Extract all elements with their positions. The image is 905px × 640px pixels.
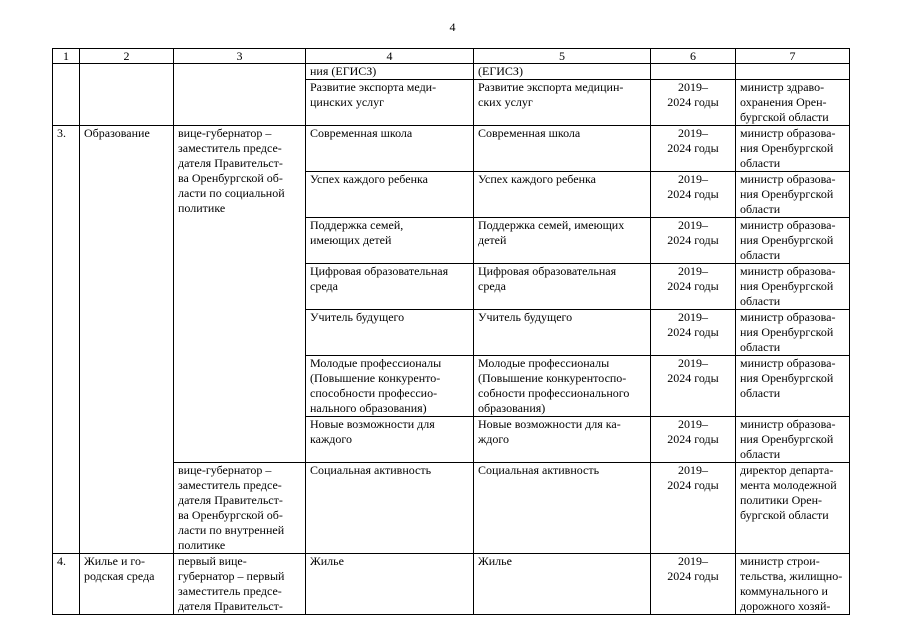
cell-curator: вице-губернатор – заместитель предсе- дателя Правительст- ва Оренбургской об- ласти по внутренней политике: [174, 463, 306, 554]
cell-years: 2019– 2024 годы: [651, 172, 736, 218]
cell-responsible: министр образова- ния Оренбургской области: [736, 172, 850, 218]
cell-project-official: Успех каждого ребенка: [474, 172, 651, 218]
cell-project: Поддержка семей, имеющих детей: [306, 218, 474, 264]
cell-name: Образование: [80, 126, 174, 554]
cell-project-official: Развитие экспорта медицин- ских услуг: [474, 80, 651, 126]
cell-years: 2019– 2024 годы: [651, 80, 736, 126]
cell-project: Развитие экспорта меди- цинских услуг: [306, 80, 474, 126]
cell-project: Социальная активность: [306, 463, 474, 554]
cell-years: 2019– 2024 годы: [651, 554, 736, 615]
header-row: [53, 49, 850, 64]
cell-name: Жилье и го- родская среда: [80, 554, 174, 615]
cell-years: [651, 64, 736, 80]
cell-years: 2019– 2024 годы: [651, 417, 736, 463]
page-number: 4: [449, 20, 456, 34]
cell-curator: вице-губернатор – заместитель предсе- дателя Правительст- ва Оренбургской об- ласти по социальной политике: [174, 126, 306, 463]
cell-responsible: министр образова- ния Оренбургской области: [736, 417, 850, 463]
table-row: [53, 64, 850, 80]
header-cell: 2: [80, 49, 174, 64]
cell-responsible: министр образова- ния Оренбургской области: [736, 310, 850, 356]
cell-project: Успех каждого ребенка: [306, 172, 474, 218]
cell-project-official: Современная школа: [474, 126, 651, 172]
cell-project: Цифровая образовательная среда: [306, 264, 474, 310]
header-cell: 1: [53, 49, 80, 64]
cell-name: [80, 64, 174, 126]
cell-project-official: Новые возможности для ка- ждого: [474, 417, 651, 463]
cell-curator: [174, 64, 306, 126]
cell-responsible: директор департа- мента молодежной политики Орен- бургской области: [736, 463, 850, 554]
cell-project-official: Поддержка семей, имеющих детей: [474, 218, 651, 264]
cell-responsible: министр образова- ния Оренбургской области: [736, 264, 850, 310]
cell-num: [53, 64, 80, 126]
cell-responsible: министр образова- ния Оренбургской области: [736, 218, 850, 264]
cell-project: Учитель будущего: [306, 310, 474, 356]
cell-project-official: Учитель будущего: [474, 310, 651, 356]
cell-responsible: [736, 64, 850, 80]
header-cell: 4: [306, 49, 474, 64]
header-cell: 3: [174, 49, 306, 64]
cell-project: Молодые профессионалы (Повышение конкуренто- способности профессио- нального образования): [306, 356, 474, 417]
header-cell: 5: [474, 49, 651, 64]
cell-project-official: Социальная активность: [474, 463, 651, 554]
cell-project-official: Жилье: [474, 554, 651, 615]
cell-project: Новые возможности для каждого: [306, 417, 474, 463]
cell-project: Жилье: [306, 554, 474, 615]
cell-curator: первый вице- губернатор – первый заместитель предсе- дателя Правительст-: [174, 554, 306, 615]
cell-responsible: министр образова- ния Оренбургской области: [736, 356, 850, 417]
cell-project-official: (ЕГИСЗ): [474, 64, 651, 80]
cell-num: 4.: [53, 554, 80, 615]
national-projects-table: [52, 48, 850, 615]
cell-years: 2019– 2024 годы: [651, 126, 736, 172]
header-cell: 6: [651, 49, 736, 64]
cell-years: 2019– 2024 годы: [651, 218, 736, 264]
table-row: [53, 554, 850, 615]
cell-project: Современная школа: [306, 126, 474, 172]
cell-years: 2019– 2024 годы: [651, 463, 736, 554]
cell-responsible: министр строи- тельства, жилищно- коммунального и дорожного хозяй-: [736, 554, 850, 615]
cell-project: ния (ЕГИСЗ): [306, 64, 474, 80]
cell-years: 2019– 2024 годы: [651, 264, 736, 310]
cell-project-official: Цифровая образовательная среда: [474, 264, 651, 310]
cell-years: 2019– 2024 годы: [651, 310, 736, 356]
cell-years: 2019– 2024 годы: [651, 356, 736, 417]
table-row: [53, 126, 850, 172]
cell-responsible: министр образова- ния Оренбургской области: [736, 126, 850, 172]
cell-project-official: Молодые профессионалы (Повышение конкурентоспо- собности профессионального образования): [474, 356, 651, 417]
cell-num: 3.: [53, 126, 80, 554]
cell-responsible: министр здраво- охранения Орен- бургской области: [736, 80, 850, 126]
header-cell: 7: [736, 49, 850, 64]
